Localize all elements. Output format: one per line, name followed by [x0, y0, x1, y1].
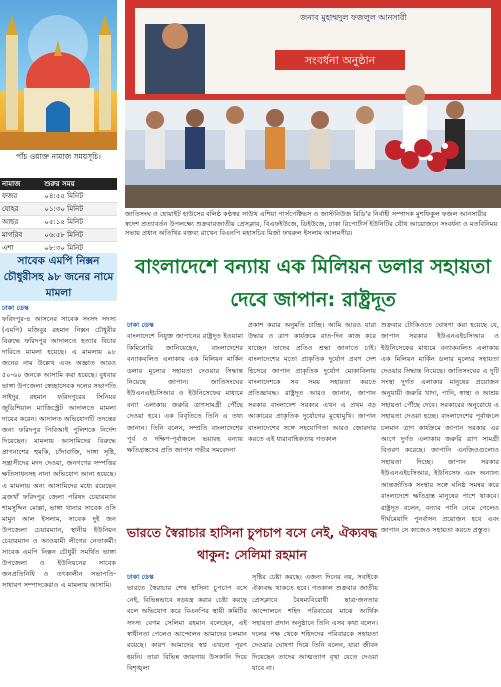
main-article-text: প্রকাশ করার অনুমতি চাচ্ছি। আমি আরও যারা উদ্ধার ও ত্রাণ কার্যক্রমে রাত-দিন কাজ করে যাচ্ছেন তাদের প্রতিও শ্রদ্ধা জানাতে চাই। বাংলাদেশের মতো প্রাকৃতিক দুর্যোগ প্রবণ দেশ হিসেবে জাপান প্রাকৃতিক দুর্যোগ মোকাবিলায় বাংলাদেশকে সব সময় সহায়তা করতে প্রতিজ্ঞাবদ্ধ। রাষ্ট্রদূত আরও জানান, জাপান সরকার বাংলাদেশ সরকার এখন এ প্রথম বড় আকারের প্রাকৃতিক দুর্যোগের মুখোমুখি। জাপান বাংলাদেশের সঙ্গে সহযোগিতা আরও জোরদার করতে এই ধারাবাহিকতায় গতকাল — [248, 321, 376, 444]
prayer-table-header — [0, 178, 117, 190]
sub-article-text: ভারতে স্বৈরাচার শেখ হাসিনা চুপচাপ বসে নেই, বিভিন্নভাবে ষড়যন্ত্র করার চেষ্টা করছে বলে অভিযোগ করে বিএনপির স্থায়ী কমিটির সদস্য বেগম সেলিমা রহমান বলেছেন, এই স্বাধীনতা পেলেও আন্দোলন আমাদের চলমান রয়েছে। কারণ আমাদের স্বপ্ন এখনো পূরণ হয়নি। তারা বিভিন্ন জায়গায় উসকানি দিয়ে বিশৃঙ্খলা — [127, 584, 247, 673]
dateline: ঢাকা ডেস্ক — [127, 321, 154, 329]
dateline: ঢাকা ডেস্ক — [2, 304, 29, 312]
main-article-column-2 — [248, 320, 376, 445]
table-row — [0, 229, 117, 242]
prayer-time: ০১:৩০ মিনিট — [42, 203, 117, 216]
main-article-text: শুক্রবার টোকিওতে ঘোষণা করা হয়েছে যে, জাপান সরকার ইউএনএইচসিআর ও ইউনিসেফের মাধ্যমে বন্যাকবলিত এলাকায় এক মিলিয়ন মার্কিন ডলার মূল্যের সহায়তা দেওয়ার সিদ্ধান্ত নিয়েছে। জাতিসংঘের এ দুটি সংস্থা দুর্গত এলাকার মানুষের প্রয়োজন অনুযায়ী জরুরি খাদ্য, পানি, স্বাস্থ্য ও আশ্রয় সহায়তা পৌঁছে দেবে। সরকারের অনুরোধে এ সহায়তা দেওয়া হচ্ছে। বাংলাদেশের পূর্বাঞ্চলে চলমান ত্রাণ কার্যক্রমে জাপান সরকার এর আগে দুর্গত এলাকায় জরুরি ত্রাণ সামগ্রী বিতরণ করেছে। জাপানি এনজিওগুলোও সহায়তা দিচ্ছে। জাপান সরকার ইউএনএইচসিআর, ইউনিসেফ এবং অন্যান্য আন্তর্জাতিক সংস্থার সঙ্গে ঘনিষ্ঠ সমন্বয় করে বাংলাদেশে ক্ষতিগ্রস্ত মানুষের পাশে থাকবে। রাষ্ট্রদূত বলেন, বন্যার পানি নেমে গেলেও দীর্ঘমেয়াদি পুনর্বাসন প্রয়োজন হবে এবং জাপান সে কাজেও সহায়তা করতে প্রস্তুত। — [381, 321, 499, 535]
left-article-headline[interactable]: সাবেক এমপি নিক্সন চৌধুরীসহ ৯৮ জনের নামে মামলা — [0, 253, 117, 301]
photo-caption: জাতিসংঘ ও হোয়াইট হাউসের বলিষ্ঠ কণ্ঠস্বর সাউথ এশিয়া পার্সপেক্টিভস ও জাস্টনিউজ বিডি'র নির্বাহী সম্পাদক মুশফিকুল ফজল আনসারীর স্বদেশ প্রত্যাবর্তন উপলক্ষ্যে শুক্রবারজাতীয় প্রেসক্লাব, বিএফইউজে, ডিইউজে, ঢাকা রিপোর্টার্স ইউনিটির যৌথ আয়োজনে সংবর্ধনা ও মতবিনিময় সভায় প্রধান অতিথির বক্তব্য রাখেন বিএনপি মহাসচিব মির্জা ফখরুল ইসলাম আলমগীর। — [125, 210, 498, 237]
table-row — [0, 190, 117, 203]
sub-headline[interactable]: ভারতে স্বৈরাচার হাসিনা চুপচাপ বসে নেই, ঐক্যবদ্ধ থাকুন: সেলিমা রহমান — [126, 525, 378, 562]
prayer-name: এশা — [0, 242, 42, 255]
sub-article-column-1 — [127, 572, 247, 675]
prayer-name: মাগরিব — [0, 229, 42, 242]
mosque-illustration — [0, 0, 117, 150]
table-row — [0, 216, 117, 229]
dateline: ঢাকা ডেস্ক — [127, 573, 154, 581]
prayer-time: ০৪:৫৫ মিনিট — [42, 190, 117, 203]
sub-article-text: সৃষ্টির চেষ্টা করছে। এজন্য দিনের নয়, সবাইকে ঐক্যবদ্ধ থাকতে হবে। গতকাল শুক্রবার জাতীয় প্রেসক্লাবে বৈষম্যবিরোধী ছাত্র-জনতার আন্দোলনে শহিদ পরিবারের মাঝে আর্থিক সহায়তা প্রদান অনুষ্ঠানে তিনি এসব কথা বলেন। দলের পক্ষ থেকে শহিদদের পরিবারকে সহায়তা দেওয়ার ঘোষণা দিয়ে তিনি বলেন, যারা জীবন দিয়েছেন তাদের আত্মত্যাগ বৃথা যেতে দেওয়া যাবে না। — [252, 573, 378, 673]
prayer-header-name: নামাজ — [0, 178, 42, 190]
left-article-text: ফরিদপুর-৪ আসনের সাবেক সংসদ সদস্য (এমপি) মজিবুর রহমান নিক্সন চৌধুরীর বিরুদ্ধে ফরিদপুর আদালতে হত্যার বিচার দাবিতে মামলা হয়েছে। এ মামলায় ৯৮ জনের নাম উল্লেখ এবং অজ্ঞাত আরও ৫০-৬০ জনকে আসামি করা হয়েছে। বুধবার ভাঙ্গা উপজেলা স্বেচ্ছাসেবক দলের সভাপতি সাইদুর রহমান ফরিদপুরের সিনিয়র জুডিশিয়াল ম্যাজিস্ট্রেট আদালতে মামলা দায়ের করেন। আদালত অভিযোগটি তদন্তের জন্য ফরিদপুর পিবিআই পুলিশকে নির্দেশ দিয়েছেন। মামলায় আসামিদের বিরুদ্ধে প্রাণনাশের হুমকি, চাঁদাবাজি, দাঙ্গা সৃষ্টি, সন্ত্রাসীদের মদদ দেওয়া, জনগণের সম্পত্তির ক্ষতিসাধনসহ নানা অভিযোগ আনা হয়েছে। এ মামলায় অন্য আসামিদের মধ্যে রয়েছেন ব্রজখাঁ ফরিদপুর জেলা পরিষদ চেয়ারম্যান শামসুদ্দিন মোল্লা, ভাঙ্গা থানার সাবেক ওসি মামুন আল ইসলাম, সাবেক দুই জন উপজেলা চেয়ারম্যান, স্থানীয় ইউনিয়ন চেয়ারম্যান ও আওয়ামী লীগের নেতাকর্মী। সাবেক এমপি নিক্সন চৌধুরী সমর্থিত ভাঙ্গা উপজেলা ও ইউনিয়নের সাবেক জনপ্রতিনিধি ও তৎকালীন সভাপতি-সাধারণ সম্পাদকেরাও এ মামলায় আসামি। — [2, 315, 116, 590]
sub-article-column-2 — [252, 572, 378, 675]
left-column — [0, 0, 118, 687]
prayer-time: ০৫:১৫ মিনিট — [42, 216, 117, 229]
banner-title: সংবর্ধনা অনুষ্ঠান — [304, 54, 376, 67]
prayer-name: আছর — [0, 216, 42, 229]
prayer-title: পাঁচ ওয়াক্ত নামাজ সময়সূচি। — [16, 152, 101, 161]
banner-name: জনাব মুহাম্মদুল ফজলুল আনসারী — [300, 13, 407, 22]
prayer-time: ০৮:৩০ মিনিট — [42, 242, 117, 255]
prayer-time-table — [0, 178, 117, 255]
main-article-column-3 — [381, 320, 499, 537]
event-photo — [125, 0, 501, 208]
left-article-body — [2, 303, 116, 591]
prayer-time: ০৬:৫৮ মিনিট — [42, 229, 117, 242]
main-article-column-1 — [127, 320, 243, 457]
main-headline[interactable]: বাংলাদেশে বন্যায় এক মিলিয়ন ডলার সহায়তা দেবে জাপান: রাষ্ট্রদূত — [135, 255, 491, 311]
prayer-header-time: শুরুর সময় — [42, 178, 117, 190]
table-row — [0, 203, 117, 216]
main-article-text: বাংলাদেশে নিযুক্ত জাপানের রাষ্ট্রদূত ইওয়ামা কিমিনোরি জানিয়েছেন, বাংলাদেশের বন্যাকবলিত এলাকায় এক মিলিয়ন মার্কিন ডলার মূল্যের সহায়তা দেওয়ার সিদ্ধান্ত নিয়েছে জাপান। জাতিসংঘের ইউএনএইচসিআর ও ইউনিসেফের মাধ্যমে বন্যা এলাকায় জরুরি ত্রাণসামগ্রী পৌঁছে দেওয়া হবে। এক বিবৃতিতে তিনি এ তথ্য জানান। তিনি বলেন, সম্প্রতি বাংলাদেশের পূর্ব ও দক্ষিণ-পূর্বাঞ্চলে ভয়াবহ বন্যায় ক্ষতিগ্রস্তদের প্রতি জাপান গভীর সমবেদনা — [127, 332, 243, 455]
prayer-name: ফজর — [0, 190, 42, 203]
prayer-name: যোহর — [0, 203, 42, 216]
